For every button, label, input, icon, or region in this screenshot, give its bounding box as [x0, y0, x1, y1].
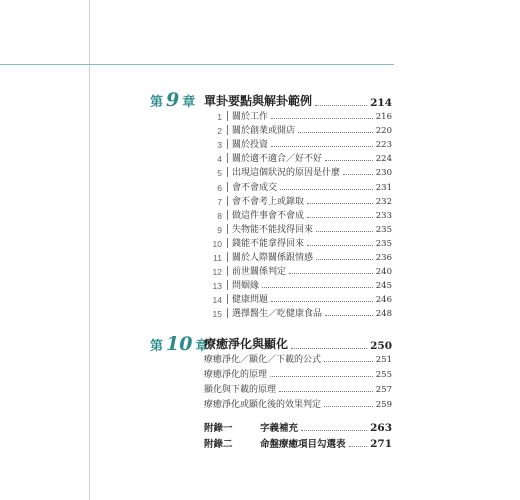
chapter-suffix: 章: [182, 95, 196, 110]
leader-dots: [307, 203, 373, 204]
leader-dots: [349, 446, 368, 447]
entry-title: 療癒淨化的原理: [204, 369, 268, 379]
leader-dots: [324, 406, 373, 407]
margin-line: [89, 0, 90, 500]
chapter-prefix: 第: [150, 95, 164, 110]
toc-entry[interactable]: [212, 136, 392, 150]
entry-divider: [227, 238, 228, 248]
toc-entry[interactable]: [212, 277, 392, 291]
page-number: 230: [375, 168, 392, 179]
page-number: 245: [375, 281, 392, 292]
entry-number: 13: [212, 281, 222, 292]
appendix-entry[interactable]: [204, 420, 392, 434]
entry-divider: [227, 182, 228, 192]
leader-dots: [298, 132, 373, 133]
entry-title: 會不會考上或錄取: [232, 195, 305, 206]
toc-entry[interactable]: [204, 396, 392, 410]
entry-divider: [227, 153, 228, 163]
toc-entry[interactable]: [212, 235, 392, 249]
entry-title: 命盤療癒項目勾選表: [260, 439, 346, 450]
leader-dots: [279, 391, 373, 392]
page-number: 251: [375, 355, 392, 365]
page-number: 257: [375, 385, 392, 395]
chapter-9-heading[interactable]: [204, 92, 392, 109]
entry-title: 錢能不能拿得回來: [232, 237, 305, 248]
page-number: 271: [370, 438, 392, 450]
chapter-10-label: [150, 333, 208, 355]
page-number: 216: [375, 112, 392, 122]
entry-title: 會不會成交: [232, 181, 278, 192]
chapter-title: 療癒淨化與顯化: [204, 337, 289, 351]
entry-divider: [227, 266, 228, 276]
leader-dots: [271, 301, 373, 302]
entry-number: 10: [212, 238, 222, 249]
appendix-label: 附錄一: [204, 423, 233, 434]
page-number: 233: [375, 210, 392, 221]
page-number: 236: [375, 253, 392, 263]
entry-title: 關於工作: [232, 111, 269, 121]
entry-number: 12: [212, 267, 222, 278]
toc-entry[interactable]: [212, 122, 392, 136]
page-number: 240: [375, 267, 392, 278]
toc-entry[interactable]: [212, 249, 392, 263]
entry-number: 1: [217, 112, 222, 122]
page-number: 263: [370, 422, 392, 434]
entry-number: 14: [212, 295, 222, 306]
entry-divider: [227, 167, 228, 177]
leader-dots: [325, 315, 373, 316]
entry-divider: [227, 294, 228, 304]
leader-dots: [280, 189, 373, 190]
entry-number: 11: [213, 253, 222, 263]
page-number: 223: [375, 140, 392, 151]
entry-divider: [227, 252, 228, 262]
entry-title: 問姻緣: [232, 280, 260, 291]
toc-entry[interactable]: [212, 164, 392, 178]
entry-title: 顯化與下載的原理: [204, 384, 277, 394]
entry-divider: [227, 224, 228, 234]
entry-divider: [227, 280, 228, 290]
toc-entry[interactable]: [212, 221, 392, 235]
entry-title: 關於投資: [232, 139, 269, 150]
toc-entry[interactable]: [204, 351, 392, 365]
page-number: 248: [375, 309, 392, 320]
toc-entry[interactable]: [212, 291, 392, 305]
chapter-number: 9: [166, 89, 180, 111]
page-number: 235: [375, 224, 392, 235]
chapter-title: 單卦要點與解卦範例: [204, 94, 313, 108]
entry-number: 2: [217, 126, 222, 137]
entry-number: 3: [217, 140, 222, 151]
leader-dots: [289, 273, 373, 274]
leader-dots: [343, 174, 373, 175]
entry-divider: [227, 210, 228, 220]
page-number: 231: [375, 182, 392, 193]
entry-divider: [227, 111, 228, 121]
entry-title: 療癒淨化／顯化／下載的公式: [204, 354, 322, 364]
entry-number: 9: [217, 224, 222, 235]
page-number: 235: [375, 238, 392, 249]
page-number: 224: [375, 154, 392, 165]
page-number: 246: [375, 295, 392, 306]
leader-dots: [315, 105, 367, 106]
entry-number: 4: [217, 154, 222, 165]
entry-title: 療癒淨化或顯化後的效果判定: [204, 399, 322, 409]
appendix-label: 附錄二: [204, 439, 233, 450]
leader-dots: [325, 160, 373, 161]
appendix-entry[interactable]: [204, 436, 392, 450]
page-number: 255: [375, 370, 392, 380]
leader-dots: [270, 376, 373, 377]
entry-divider: [227, 139, 228, 149]
toc-entry[interactable]: [212, 263, 392, 277]
entry-number: 6: [217, 182, 222, 193]
leader-dots: [301, 430, 367, 431]
chapter-number: 10: [166, 333, 193, 355]
entry-title: 關於人際關係跟情感: [232, 252, 314, 262]
chapter-suffix: 章: [195, 339, 209, 354]
leader-dots: [316, 231, 373, 232]
page-number: 220: [375, 126, 392, 137]
leader-dots: [291, 348, 367, 349]
page-number: 214: [370, 97, 392, 109]
entry-divider: [227, 308, 228, 318]
entry-divider: [227, 196, 228, 206]
entry-title: 失物能不能找得回來: [232, 223, 314, 234]
toc-entry[interactable]: [204, 366, 392, 380]
entry-title: 關於適不適合／好不好: [232, 153, 323, 164]
entry-number: 7: [217, 196, 222, 207]
page-number: 250: [370, 340, 392, 352]
entry-number: 8: [217, 210, 222, 221]
entry-number: 5: [217, 168, 222, 179]
leader-dots: [271, 146, 373, 147]
leader-dots: [324, 361, 373, 362]
leader-dots: [271, 118, 373, 119]
page-number: 232: [375, 196, 392, 207]
leader-dots: [307, 245, 373, 246]
chapter-prefix: 第: [150, 339, 164, 354]
chapter-9-label: [150, 89, 195, 111]
entry-title: 健康問題: [232, 294, 269, 305]
toc-entry[interactable]: [212, 108, 392, 122]
toc-entry[interactable]: [212, 207, 392, 221]
entry-title: 出現這個狀況的原因是什麼: [232, 167, 341, 178]
leader-dots: [262, 287, 373, 288]
leader-dots: [307, 217, 373, 218]
toc-entry[interactable]: [212, 193, 392, 207]
page-number: 259: [375, 400, 392, 410]
toc-entry[interactable]: [212, 305, 392, 319]
entry-title: 做這件事會不會成: [232, 209, 305, 220]
entry-title: 字義補充: [260, 423, 299, 434]
leader-dots: [316, 259, 373, 260]
entry-divider: [227, 125, 228, 135]
entry-number: 15: [212, 309, 222, 320]
toc-entry[interactable]: [204, 381, 392, 395]
toc-entry[interactable]: [212, 179, 392, 193]
entry-title: 選擇醫生／吃健康食品: [232, 308, 323, 319]
chapter-10-heading[interactable]: [204, 335, 392, 352]
header-rule: [0, 64, 394, 65]
entry-title: 前世關係判定: [232, 266, 287, 277]
entry-title: 關於創業或開店: [232, 125, 296, 136]
toc-entry[interactable]: [212, 150, 392, 164]
